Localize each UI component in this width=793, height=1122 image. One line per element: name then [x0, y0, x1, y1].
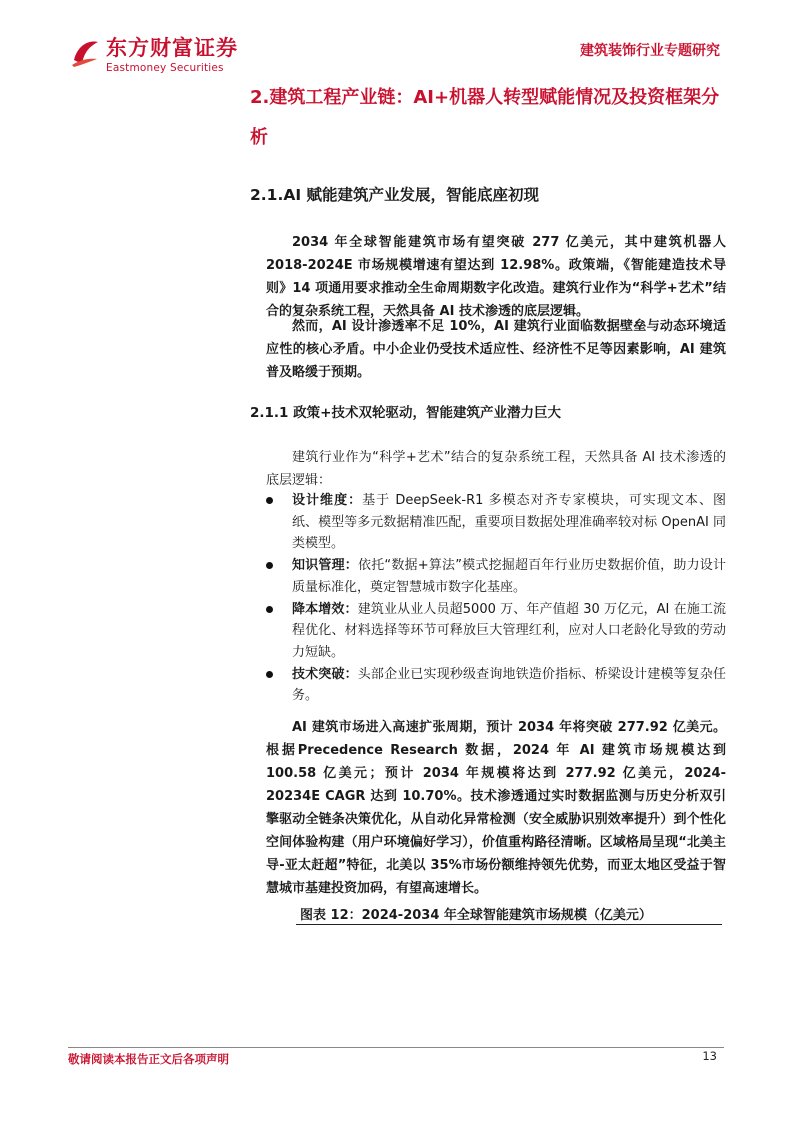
- figure-title-divider: [296, 924, 722, 925]
- bullet-text: 基于 DeepSeek-R1 多模态对齐专家模块，可实现文本、图纸、模型等多元数据精准匹配，重要项目数据处理准确率较对标 OpenAI 同类模型。: [292, 493, 726, 551]
- figure-title: 图表 12：2024-2034 年全球智能建筑市场规模（亿美元）: [300, 908, 652, 923]
- footer-disclaimer: 敬请阅读本报告正文后各项声明: [68, 1052, 229, 1066]
- list-item: [266, 555, 726, 598]
- bullet-heading: 知识管理：: [292, 558, 359, 573]
- bullet-text: 建筑业从业人员超5000 万、年产值超 30 万亿元，AI 在施工流程优化、材料选择等环节可释放巨大管理红利，应对人口老龄化导致的劳动力短缺。: [292, 601, 726, 660]
- bullet-icon: [266, 606, 273, 613]
- logo-english-name: Eastmoney Securities: [106, 62, 224, 74]
- list-item: [266, 490, 726, 555]
- list-item: [266, 664, 726, 707]
- section-heading: 2.建筑工程产业链：AI+机器人转型赋能情况及投资框架分析: [250, 87, 720, 148]
- bullet-text: 头部企业已实现秒级查询地铁造价指标、桥梁设计建模等复杂任务。: [292, 666, 726, 703]
- bullet-heading: 设计维度：: [292, 493, 363, 508]
- bullet-heading: 技术突破：: [292, 666, 358, 682]
- logo-chinese-name: 东方财富证券: [106, 36, 238, 60]
- footer-divider: [68, 1047, 724, 1048]
- bullet-icon: [266, 671, 273, 678]
- bullet-heading: 降本增效：: [292, 601, 358, 617]
- paragraph-market: AI 建筑市场进入高速扩张周期，预计 2034 年将突破 277.92 亿美元。根据Precedence Research 数据，2024 年 AI 建筑市场规模达到 100.58 亿美元；预计 2034 年规模将达到 277.92 亿美元，2024-20234E CAGR 达到 10.70%。技术渗透通过实时数据监测与历史分析双引擎驱动全链条决策优化，从自动化异常检测（安全威胁识别效率提升）到个性化空间体验构建（用户环境偏好学习），价值重构路径清晰。区域格局呈现“北美主导-亚太赶超”特征，北美以 35%市场份额维持领先优势，而亚太地区受益于智慧城市基建投资加码，有望高速增长。: [266, 720, 726, 896]
- paragraph-intro: 建筑行业作为“科学+艺术”结合的复杂系统工程，天然具备 AI 技术渗透的底层逻辑：: [266, 450, 726, 488]
- paragraph-summary-1: 2034 年全球智能建筑市场有望突破 277 亿美元，其中建筑机器人 2018-2024E 市场规模增速有望达到 12.98%。政策端，《智能建造技术导则》14 项通用要求推动全生命周期数字化改造。建筑行业作为“科学+艺术”结合的复杂系统工程，天然具备 AI 技术渗透的底层逻辑。: [266, 235, 726, 319]
- sub-subsection-heading: 2.1.1 政策+技术双轮驱动，智能建筑产业潜力巨大: [250, 405, 561, 421]
- bullet-icon: [266, 562, 273, 569]
- eastmoney-logo-icon: [70, 38, 100, 68]
- subsection-heading: 2.1.AI 赋能建筑产业发展，智能底座初现: [250, 186, 540, 204]
- report-type-header: 建筑装饰行业专题研究: [580, 43, 720, 59]
- bullet-icon: [266, 497, 273, 504]
- page-number: 13: [702, 1049, 717, 1063]
- list-item: [266, 599, 726, 664]
- paragraph-summary-2: 然而，AI 设计渗透率不足 10%，AI 建筑行业面临数据壁垒与动态环境适应性的核心矛盾。中小企业仍受技术适应性、经济性不足等因素影响，AI 建筑普及略缓于预期。: [266, 319, 726, 380]
- company-logo: [70, 36, 238, 75]
- bullet-list: [266, 490, 726, 707]
- bullet-text: 依托“数据+算法”模式挖掘超百年行业历史数据价值，助力设计质量标准化，奠定智慧城市数字化基座。: [292, 558, 726, 595]
